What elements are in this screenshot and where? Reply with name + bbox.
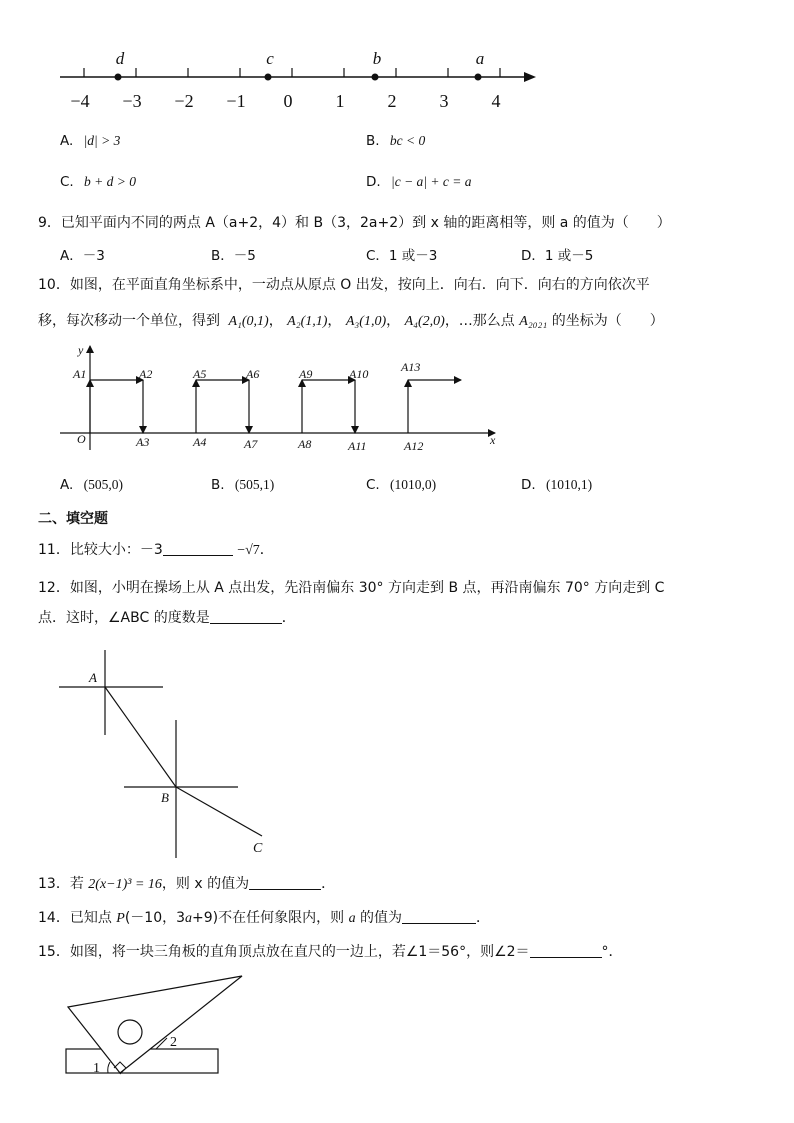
q10-option-c bbox=[366, 477, 436, 493]
q10-option-value: (1010,0) bbox=[390, 477, 437, 492]
q14-end2: ． bbox=[476, 910, 491, 926]
q8-option-d bbox=[366, 174, 471, 190]
q12-line2 bbox=[38, 607, 296, 627]
q15-triangle-ruler-figure bbox=[60, 972, 250, 1082]
tick-label: −1 bbox=[226, 91, 246, 111]
tick-label: 2 bbox=[387, 91, 397, 111]
angle-1-arc bbox=[108, 1062, 110, 1073]
q8-option-math: bc < 0 bbox=[389, 133, 426, 148]
q10-option-value: (1010,1) bbox=[545, 477, 593, 492]
tick-label: 3 bbox=[439, 91, 449, 111]
set-square bbox=[68, 976, 242, 1073]
point-dot bbox=[115, 74, 122, 81]
q9-option-d: D．1 或－5 bbox=[521, 248, 594, 264]
step-point-label: A11 bbox=[348, 439, 367, 453]
axis-x-label: x bbox=[490, 433, 496, 447]
q14-question bbox=[38, 907, 490, 927]
tick-label: −4 bbox=[70, 91, 90, 111]
q14-var: a bbox=[185, 911, 193, 926]
step-point-label: A8 bbox=[298, 437, 312, 451]
point-dot bbox=[475, 74, 482, 81]
step-point-label: A3 bbox=[136, 435, 150, 449]
tick-label: 1 bbox=[335, 91, 345, 111]
point-label: c bbox=[266, 49, 274, 68]
tick-label: 0 bbox=[283, 91, 293, 111]
q8-option-math: b + d > 0 bbox=[84, 174, 136, 189]
q14-var2: a bbox=[348, 911, 356, 926]
q10-option-a bbox=[60, 477, 123, 493]
q14-mid: (－10，3 bbox=[124, 910, 186, 926]
step-point-label: A9 bbox=[299, 367, 313, 381]
q8-option-letter: D. bbox=[366, 174, 381, 190]
q14-prefix: 14．已知点 bbox=[38, 910, 112, 926]
q12-line1: 12．如图，小明在操场上从 A 点出发，先沿南偏东 30° 方向走到 B 点，再沿南偏东 70° 方向走到 C bbox=[38, 580, 665, 596]
tick-label: 4 bbox=[491, 91, 501, 111]
q10-line2-prefix: 移，每次移动一个单位，得到 bbox=[38, 313, 220, 329]
q11-suffix: −√7． bbox=[237, 543, 274, 558]
q10-point: A₂(1,1) bbox=[287, 314, 328, 329]
point-c-label: C bbox=[253, 841, 263, 856]
q10-line2: 移，每次移动一个单位，得到 A₁(0,1)， A₂(1,1)， A₃(1,0)， A₄(2,0)，…那么点 A₂₀₂₁ 的坐标为（ ） bbox=[38, 313, 664, 329]
step-point-label: A4 bbox=[193, 435, 207, 449]
step-point-label: A7 bbox=[244, 437, 258, 451]
step-point-label: A6 bbox=[246, 367, 260, 381]
angle-2-label: 2 bbox=[170, 1035, 177, 1050]
point-b-label: B bbox=[161, 790, 169, 805]
tick-label: −2 bbox=[174, 91, 194, 111]
q10-point: A₁(0,1) bbox=[228, 314, 269, 329]
q9-option-c: C．1 或－3 bbox=[366, 248, 438, 264]
q13-end: ． bbox=[321, 876, 336, 892]
q9-option-b: B．－5 bbox=[211, 248, 256, 264]
q13-prefix: 13．若 bbox=[38, 876, 84, 892]
step-point-label: A5 bbox=[193, 367, 207, 381]
q10-option-b bbox=[211, 477, 274, 493]
step-point-label: A10 bbox=[349, 367, 369, 381]
answer-blank[interactable] bbox=[402, 909, 476, 924]
q14-mid2: +9)不在任何象限内，则 bbox=[192, 910, 345, 926]
q10-line1: 10．如图，在平面直角坐标系中，一动点从原点 O 出发，按向上．向右．向下．向右的方向依次平 bbox=[38, 277, 650, 293]
q8-option-letter: A. bbox=[60, 133, 74, 149]
q10-option-d bbox=[521, 477, 592, 493]
q10-target: A₂₀₂₁ bbox=[519, 314, 548, 329]
q14-point: P bbox=[116, 911, 125, 926]
q10-line2-suffix: ，…那么点 bbox=[444, 313, 515, 329]
step-point-label: A1 bbox=[73, 367, 87, 381]
q13-equation: 2(x−1)³ = 16 bbox=[88, 877, 162, 892]
q12-line2-text: 点．这时，∠ABC 的度数是 bbox=[38, 610, 210, 626]
q10-option-letter: B. bbox=[211, 477, 225, 493]
q15-text: 15．如图，将一块三角板的直角顶点放在直尺的一边上，若∠1＝56°，则∠2＝ bbox=[38, 944, 530, 960]
q13-question bbox=[38, 873, 335, 893]
point-dot bbox=[372, 74, 379, 81]
point-label: b bbox=[372, 49, 382, 68]
q9-option-a: A．－3 bbox=[60, 248, 105, 264]
axis-y-label: y bbox=[78, 343, 84, 357]
q11-question bbox=[38, 539, 274, 559]
step-point-label: A12 bbox=[404, 439, 424, 453]
q10-option-value: (505,0) bbox=[83, 477, 123, 492]
point-a-label: A bbox=[89, 670, 97, 685]
q8-option-b bbox=[366, 133, 425, 149]
step-point-label: A13 bbox=[401, 360, 421, 374]
q15-question bbox=[38, 941, 623, 961]
angle-1-label: 1 bbox=[93, 1061, 100, 1076]
q9-question: 9．已知平面内不同的两点 A（a+2，4）和 B（3，2a+2）到 x 轴的距离相等，则 a 的值为（ ） bbox=[38, 215, 671, 231]
q8-option-letter: B. bbox=[366, 133, 380, 149]
q10-path-figure bbox=[60, 340, 510, 460]
tick-label: −3 bbox=[122, 91, 142, 111]
answer-blank[interactable] bbox=[530, 943, 602, 958]
answer-blank[interactable] bbox=[249, 875, 321, 890]
origin-label: O bbox=[77, 432, 86, 446]
q8-option-letter: C. bbox=[60, 174, 74, 190]
point-label: a bbox=[475, 49, 485, 68]
q12-direction-figure bbox=[55, 650, 285, 865]
q10-option-value: (505,1) bbox=[234, 477, 275, 492]
answer-blank[interactable] bbox=[210, 609, 282, 624]
q10-option-letter: C. bbox=[366, 477, 380, 493]
section-heading: 二、填空题 bbox=[38, 511, 108, 527]
q12-end: ． bbox=[281, 610, 296, 626]
q10-line2-end: 的坐标为（ ） bbox=[551, 313, 664, 329]
q8-option-math: |c − a| + c = a bbox=[390, 174, 472, 189]
q8-option-math: |d| > 3 bbox=[83, 133, 121, 148]
q10-point: A₃(1,0) bbox=[345, 314, 387, 329]
q10-point: A₄(2,0) bbox=[404, 314, 445, 329]
q8-option-a bbox=[60, 133, 120, 149]
q11-prefix: 11．比较大小：－3 bbox=[38, 542, 163, 558]
number-line-figure bbox=[50, 45, 550, 115]
q10-option-letter: D. bbox=[521, 477, 536, 493]
q10-option-letter: A. bbox=[60, 477, 74, 493]
point-dot bbox=[265, 74, 272, 81]
q8-option-c bbox=[60, 174, 136, 190]
point-label: d bbox=[115, 49, 125, 68]
q15-end: °． bbox=[601, 944, 623, 960]
q13-mid: ，则 x 的值为 bbox=[161, 876, 250, 892]
answer-blank[interactable] bbox=[163, 541, 233, 556]
step-point-label: A2 bbox=[139, 367, 153, 381]
q14-end: 的值为 bbox=[360, 910, 403, 926]
